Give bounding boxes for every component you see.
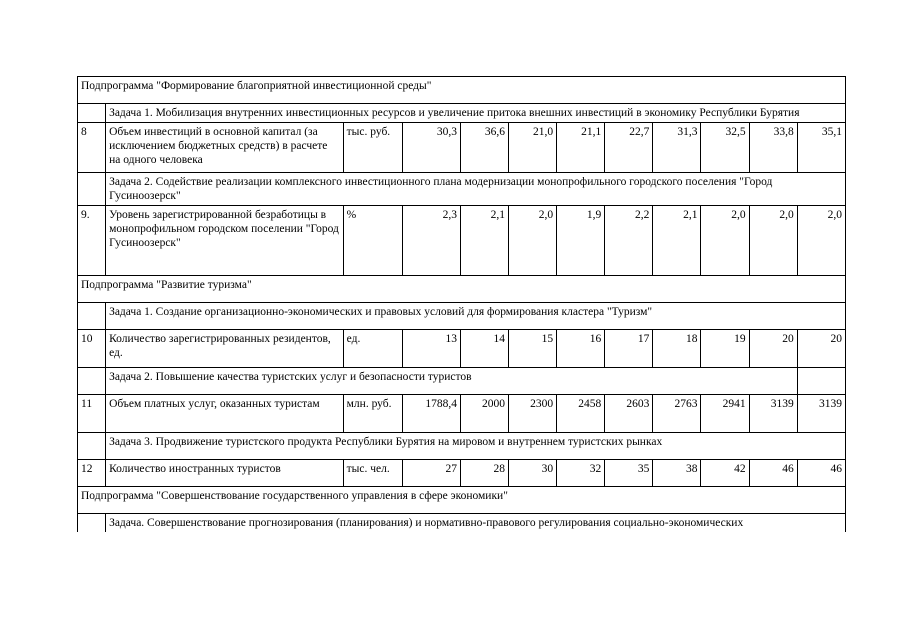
unit-cell: ед. — [343, 330, 402, 368]
value-cell: 42 — [701, 460, 749, 487]
value-cell: 32 — [557, 460, 605, 487]
value-cell: 17 — [605, 330, 653, 368]
value-cell: 1788,4 — [402, 395, 460, 433]
indicators-table — [77, 76, 846, 532]
value-cell: 32,5 — [701, 123, 749, 173]
value-cell: 27 — [402, 460, 460, 487]
value-cell: 1,9 — [557, 206, 605, 276]
task-title: Задача. Совершенствование прогнозирования (планирования) и нормативно-правового регулирования социально-экономических — [106, 514, 846, 533]
value-cell: 30,3 — [402, 123, 460, 173]
value-cell: 2,2 — [605, 206, 653, 276]
value-cell: 14 — [460, 330, 508, 368]
task-title: Задача 2. Повышение качества туристских услуг и безопасности туристов — [106, 368, 798, 395]
value-cell: 31,3 — [653, 123, 701, 173]
value-cell: 35 — [605, 460, 653, 487]
task-row — [78, 433, 846, 460]
subprogram-title: Подпрограмма "Развитие туризма" — [78, 276, 846, 303]
indicator-name: Количество зарегистрированных резидентов, ед. — [106, 330, 344, 368]
value-cell: 20 — [797, 330, 845, 368]
value-cell: 2,1 — [460, 206, 508, 276]
empty-cell — [797, 368, 845, 395]
indicator-name: Количество иностранных туристов — [106, 460, 344, 487]
task-title: Задача 1. Создание организационно-экономических и правовых условий для формирования кластера "Туризм" — [106, 303, 846, 330]
subprogram-title: Подпрограмма "Совершенствование государственного управления в сфере экономики" — [78, 487, 846, 514]
row-index: 12 — [78, 460, 106, 487]
task-row — [78, 303, 846, 330]
value-cell: 2,0 — [749, 206, 797, 276]
value-cell: 2941 — [701, 395, 749, 433]
value-cell: 19 — [701, 330, 749, 368]
subprogram-row — [78, 487, 846, 514]
value-cell: 2,0 — [509, 206, 557, 276]
value-cell: 46 — [749, 460, 797, 487]
value-cell: 21,1 — [557, 123, 605, 173]
unit-cell: тыс. руб. — [343, 123, 402, 173]
row-index: 9. — [78, 206, 106, 276]
indicator-name: Объем инвестиций в основной капитал (за исключением бюджетных средств) в расчете на одного человека — [106, 123, 344, 173]
value-cell: 33,8 — [749, 123, 797, 173]
table-row — [78, 330, 846, 368]
value-cell: 13 — [402, 330, 460, 368]
unit-cell: млн. руб. — [343, 395, 402, 433]
row-index: 10 — [78, 330, 106, 368]
value-cell: 2,0 — [701, 206, 749, 276]
value-cell: 35,1 — [797, 123, 845, 173]
value-cell: 36,6 — [460, 123, 508, 173]
value-cell: 3139 — [797, 395, 845, 433]
value-cell: 30 — [509, 460, 557, 487]
indicator-name: Уровень зарегистрированной безработицы в монопрофильном городском поселении "Город Гусиноозерск" — [106, 206, 344, 276]
value-cell: 3139 — [749, 395, 797, 433]
subprogram-title: Подпрограмма "Формирование благоприятной инвестиционной среды" — [78, 77, 846, 104]
empty-cell — [78, 514, 106, 533]
value-cell: 2,0 — [797, 206, 845, 276]
empty-cell — [78, 173, 106, 206]
task-row — [78, 368, 846, 395]
value-cell: 2300 — [509, 395, 557, 433]
value-cell: 2603 — [605, 395, 653, 433]
subprogram-row — [78, 276, 846, 303]
task-title: Задача 3. Продвижение туристского продукта Республики Бурятия на мировом и внутреннем туристских рынках — [106, 433, 846, 460]
task-row — [78, 173, 846, 206]
value-cell: 2000 — [460, 395, 508, 433]
indicator-name: Объем платных услуг, оказанных туристам — [106, 395, 344, 433]
empty-cell — [78, 368, 106, 395]
task-row — [78, 104, 846, 123]
value-cell: 2763 — [653, 395, 701, 433]
table-row — [78, 395, 846, 433]
task-row — [78, 514, 846, 533]
value-cell: 21,0 — [509, 123, 557, 173]
value-cell: 2,3 — [402, 206, 460, 276]
value-cell: 15 — [509, 330, 557, 368]
task-title: Задача 1. Мобилизация внутренних инвестиционных ресурсов и увеличение притока внешних инвестиций в экономику Республики Бурятия — [106, 104, 846, 123]
value-cell: 22,7 — [605, 123, 653, 173]
task-title: Задача 2. Содействие реализации комплексного инвестиционного плана модернизации монопрофильного городского поселения "Город Гусиноозерск" — [106, 173, 846, 206]
value-cell: 46 — [797, 460, 845, 487]
row-index: 11 — [78, 395, 106, 433]
empty-cell — [78, 303, 106, 330]
value-cell: 20 — [749, 330, 797, 368]
table-row — [78, 460, 846, 487]
value-cell: 2458 — [557, 395, 605, 433]
unit-cell: тыс. чел. — [343, 460, 402, 487]
empty-cell — [78, 104, 106, 123]
value-cell: 2,1 — [653, 206, 701, 276]
value-cell: 38 — [653, 460, 701, 487]
table-row — [78, 206, 846, 276]
value-cell: 28 — [460, 460, 508, 487]
subprogram-row — [78, 77, 846, 104]
table-row — [78, 123, 846, 173]
unit-cell: % — [343, 206, 402, 276]
row-index: 8 — [78, 123, 106, 173]
empty-cell — [78, 433, 106, 460]
value-cell: 18 — [653, 330, 701, 368]
value-cell: 16 — [557, 330, 605, 368]
